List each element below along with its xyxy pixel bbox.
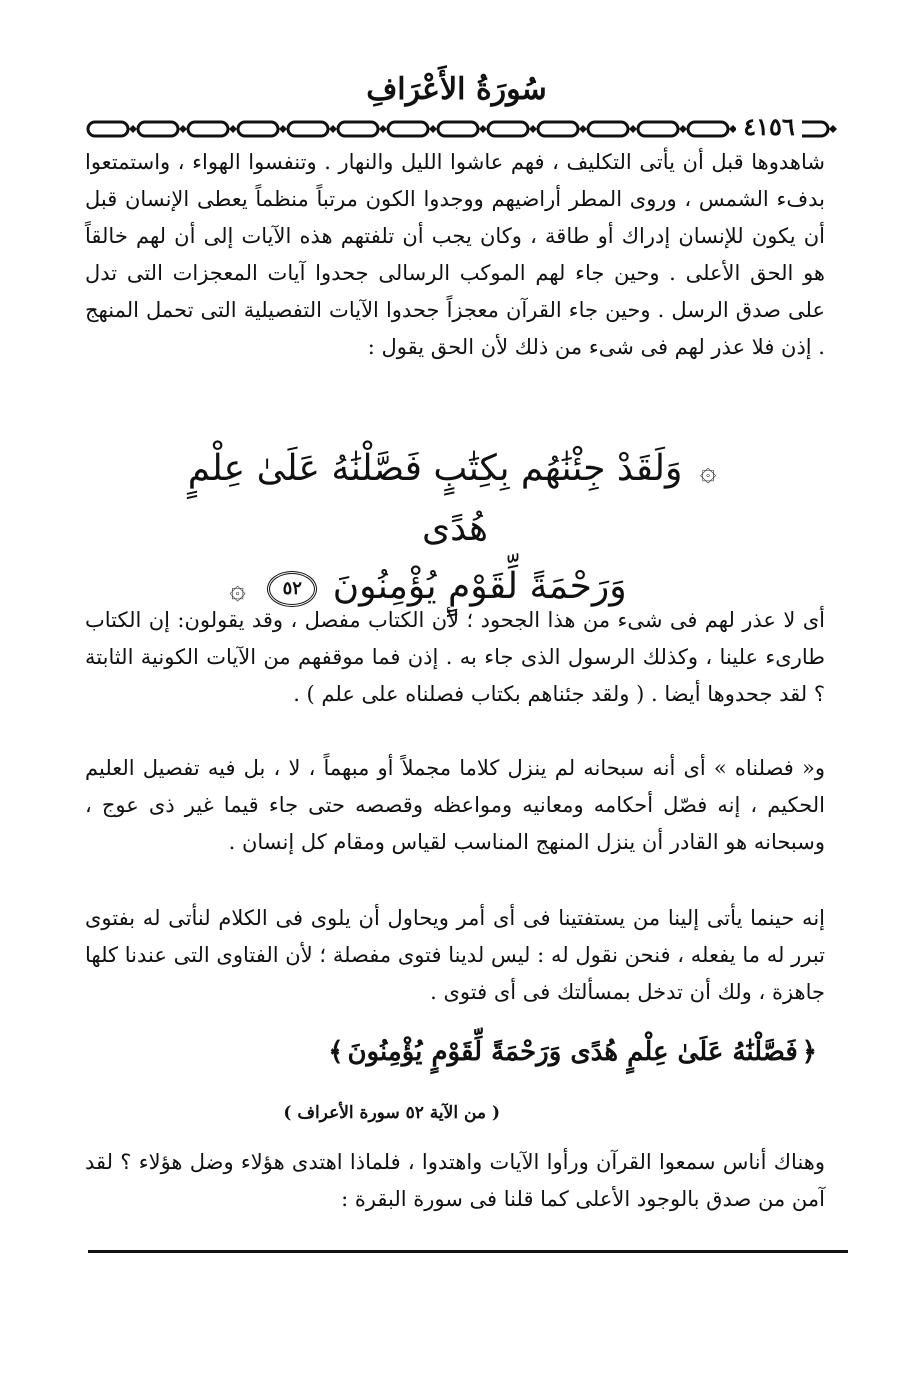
chain-link-4 — [288, 122, 328, 136]
chain-diamond-6 — [429, 125, 437, 133]
chain-link-10 — [588, 122, 628, 136]
chain-diamond-4 — [329, 125, 337, 133]
chain-diamond-8 — [529, 125, 537, 133]
chain-link-3 — [238, 122, 278, 136]
chain-diamond-2 — [229, 125, 237, 133]
chain-diamond-1 — [179, 125, 187, 133]
verse-line-1 — [150, 440, 760, 558]
chain-link-5 — [338, 122, 378, 136]
surah-title: سُورَةُ الأَعْرَافِ — [366, 72, 547, 107]
chain-diamond-7 — [479, 125, 487, 133]
chain-diamond-5 — [379, 125, 387, 133]
quoted-verse-text: فَصَّلْنَٰهُ عَلَىٰ عِلْمٍ هُدًى وَرَحْمَةً لِّقَوْمٍ يُؤْمِنُونَ — [347, 1037, 798, 1067]
paragraph-2: أى لا عذر لهم فى شىء من هذا الجحود ؛ لأن الكتاب مفصل ، وقد يقولون: إن الكتاب طارىء علينا ، وكذلك الرسول الذى جاء به . إذن فما موقفهم من الآيات الكونية الثابتة ؟ لقد جحدوها أيضا . ( ولقد جئناهم بكتاب فصلناه على علم ) . — [85, 608, 825, 706]
chain-link-0 — [88, 122, 128, 136]
quran-verse-52 — [150, 440, 760, 618]
verse-text-line-2: وَرَحْمَةً لِّقَوْمٍ يُؤْمِنُونَ — [332, 566, 627, 607]
verse-reference: ( من الآية ٥٢ سورة الأعراف ) — [283, 1103, 500, 1123]
ornate-bracket-open: ﴿ — [801, 1037, 817, 1067]
chain-diamond-10 — [629, 125, 637, 133]
chain-link-6 — [388, 122, 428, 136]
chain-diamond-11 — [679, 125, 687, 133]
verse-text-line-1: وَلَقَدْ جِئْنَٰهُم بِكِتَٰبٍ فَصَّلْنَٰهُ عَلَىٰ عِلْمٍ هُدًى — [187, 448, 683, 549]
ornate-bracket-close: ﴾ — [328, 1037, 344, 1067]
chain-diamond-9 — [579, 125, 587, 133]
paragraph-4: إنه حينما يأتى إلينا من يستفتينا فى أى أمر ويحاول أن يلوى فى الكلام لنأتى له بفتوى تبرر له ما يفعله ، فنحن نقول له : ليس لدينا فتوى مفصلة ؛ لأن الفتاوى التى عندنا كلها جاهزة ، ولك أن تدخل بمسألتك فى أى فتوى . — [85, 906, 825, 1004]
chain-link-9 — [538, 122, 578, 136]
chain-diamond-3 — [279, 125, 287, 133]
chain-link-11 — [638, 122, 678, 136]
bottom-divider — [88, 1250, 848, 1253]
paragraph-3: و« فصلناه » أى أنه سبحانه لم ينزل كلاما مجملاً أو مبهماً ، لا ، بل فيه تفصيل العليم الحكيم ، إنه فصّل أحكامه ومعانيه ومواعظه وقصصه حتى جاء قيما غير ذى عوج ، وسبحانه هو القادر أن ينزل المنهج المناسب لقياس ومقام كل إنسان . — [85, 756, 825, 854]
ayah-number-badge: ٥٢ — [267, 571, 317, 607]
chain-link-12 — [688, 122, 728, 136]
chain-link-1 — [138, 122, 178, 136]
chain-border-ornament — [86, 119, 846, 139]
ornament-open-icon: ۞ — [699, 454, 717, 487]
chain-link-2 — [188, 122, 228, 136]
ornament-close-icon: ۞ — [229, 572, 246, 605]
chain-link-7 — [438, 122, 478, 136]
chain-diamond-0 — [129, 125, 137, 133]
paragraph-5: وهناك أناس سمعوا القرآن ورأوا الآيات واهتدوا ، فلماذا اهتدى هؤلاء وضل هؤلاء ؟ لقد آمن من صدق بالوجود الأعلى كما قلنا فى سورة البقرة : — [85, 1150, 825, 1211]
paragraph-1: شاهدوها قبل أن يأتى التكليف ، فهم عاشوا الليل والنهار . وتنفسوا الهواء ، واستمتعوا بدفء الشمس ، وروى المطر أراضيهم ووجدوا الكون مرتباً منظماً يعطى الإنسان قبل أن يكون للإنسان إدراك أو طاقة ، وكان يجب أن تلفتهم هذه الآيات إلى أن لهم خالقاً هو الحق الأعلى . وحين جاء لهم الموكب الرسالى جحدوا آيات المعجزات التى تدل على صدق الرسل . وحين جاء القرآن معجزاً جحدوا الآيات التفصيلية التى تحمل المنهج . إذن فلا عذر لهم فى شىء من ذلك لأن الحق يقول : — [85, 150, 825, 359]
page-number: ٤١٥٦ — [736, 112, 802, 141]
chain-diamond-14 — [829, 125, 837, 133]
quoted-verse — [261, 1030, 821, 1074]
chain-link-8 — [488, 122, 528, 136]
